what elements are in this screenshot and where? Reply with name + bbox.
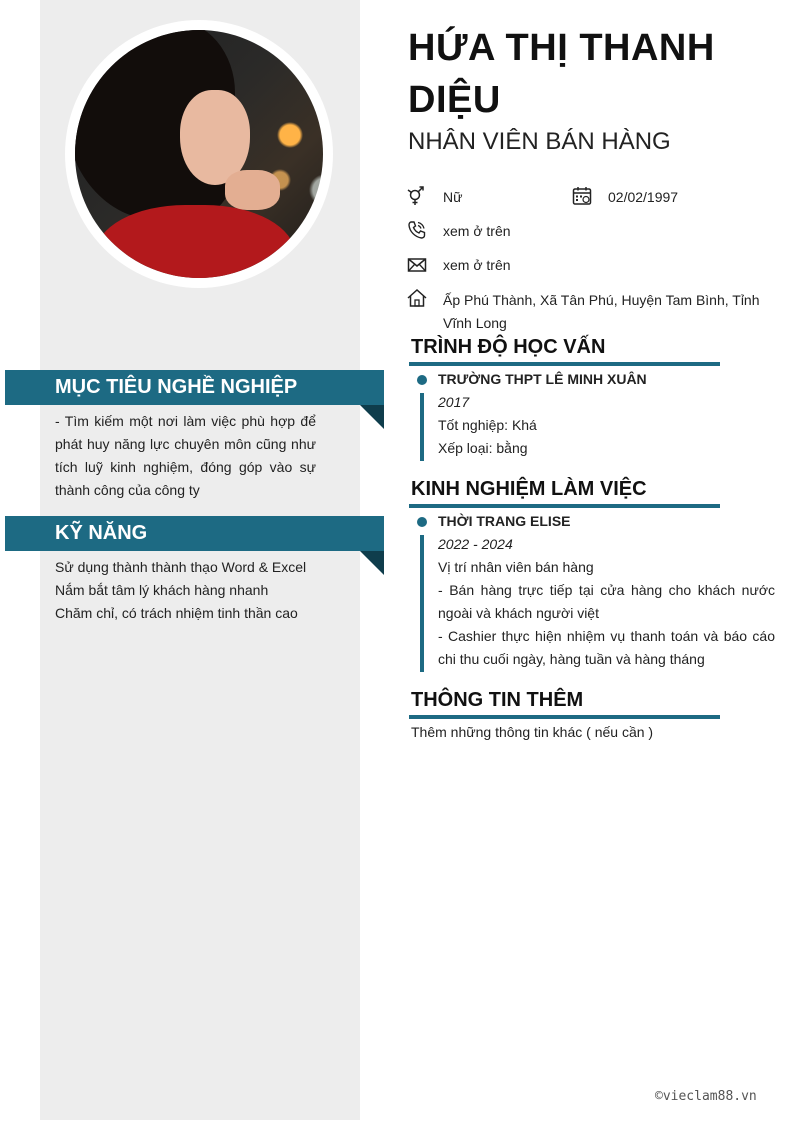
timeline-bar (420, 535, 424, 672)
calendar-icon (572, 186, 592, 206)
skills-fold (360, 551, 384, 575)
gender-icon (407, 186, 427, 206)
phone-value: xem ở trên (443, 223, 511, 239)
skill-item: Nắm bắt tâm lý khách hàng nhanh (55, 582, 269, 598)
timeline-bar (420, 393, 424, 461)
experience-entry (438, 510, 775, 671)
duty-item: - Bán hàng trực tiếp tại cửa hàng cho khách nước ngoài và khách người việt (438, 582, 775, 621)
position: Vị trí nhân viên bán hàng (438, 559, 594, 575)
candidate-name: HỨA THỊ THANH DIỆU (408, 27, 715, 121)
email-icon (407, 255, 427, 275)
skills-list (55, 556, 316, 625)
home-icon (407, 288, 427, 308)
email-value: xem ở trên (443, 257, 511, 273)
watermark-credit: ©vieclam88.vn (655, 1089, 757, 1104)
education-divider (409, 362, 720, 366)
experience-divider (409, 504, 720, 508)
phone-icon (407, 220, 427, 240)
additional-text: Thêm những thông tin khác ( nếu cần ) (411, 724, 654, 740)
job-title: NHÂN VIÊN BÁN HÀNG (408, 128, 671, 155)
education-entry (438, 368, 775, 460)
experience-title: KINH NGHIỆM LÀM VIỆC (411, 478, 647, 500)
address-value: Ấp Phú Thành, Xã Tân Phú, Huyện Tam Bình, Tỉnh Vĩnh Long (443, 292, 760, 331)
skill-item: Chăm chỉ, có trách nhiệm tinh thần cao (55, 605, 298, 621)
school-name: TRƯỜNG THPT LÊ MINH XUÂN (438, 371, 647, 387)
objective-text: - Tìm kiếm một nơi làm việc phù hợp để phát huy năng lực chuyên môn cũng như tích luỹ kinh nghiệm, đóng góp vào sự thành công của công ty (55, 413, 316, 498)
company-name: THỜI TRANG ELISE (438, 513, 571, 529)
avatar (75, 30, 323, 278)
gender-value: Nữ (443, 189, 463, 205)
work-period: 2022 - 2024 (438, 536, 513, 552)
additional-title: THÔNG TIN THÊM (411, 689, 584, 711)
education-title: TRÌNH ĐỘ HỌC VẤN (411, 336, 606, 358)
dob-value: 02/02/1997 (608, 189, 679, 205)
additional-divider (409, 715, 720, 719)
skills-header: KỸ NĂNG (5, 516, 384, 551)
objective-fold (360, 405, 384, 429)
timeline-bullet (417, 517, 427, 527)
duty-item: - Cashier thực hiện nhiệm vụ thanh toán và báo cáo chi thu cuối ngày, hàng tuần và hàng tháng (438, 628, 775, 667)
graduation-grade: Tốt nghiệp: Khá (438, 417, 537, 433)
timeline-bullet (417, 375, 427, 385)
education-year: 2017 (438, 394, 470, 410)
objective-header: MỤC TIÊU NGHỀ NGHIỆP (5, 370, 384, 405)
skill-item: Sử dụng thành thành thạo Word & Excel (55, 559, 307, 575)
degree-ranking: Xếp loại: bằng (438, 440, 528, 456)
